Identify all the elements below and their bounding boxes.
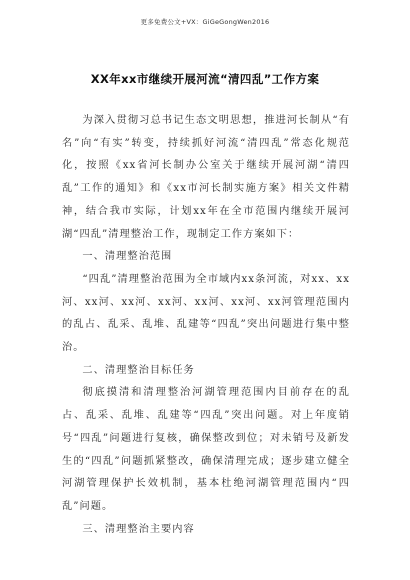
section-heading-content: 三、清理整治主要内容 <box>82 523 195 535</box>
scope-paragraph: “四乱”清理整治范围为全市域内xx条河流，对xx、xx河、xx河、xx河、xx河、xx河、xx河、xx河管理范围内的乱占、乱采、乱堆、乱建等“四乱”突出问题进行集中整治。 <box>62 273 350 354</box>
document-title: XX年xx市继续开展河流“清四乱”工作方案 <box>90 72 320 86</box>
header-note: 更多免费公文+VX：GiGeGongWen2016 <box>140 18 270 26</box>
targets-paragraph: 彻底摸清和清理整治河湖管理范围内目前存在的乱占、乱采、乱堆、乱建等“四乱”突出问题。对上年度销号“四乱”问题进行复核，确保整改到位；对未销号及新发生的“四乱”问题抓紧整改，确保清理完成；逐步建立健全河湖管理保护长效机制，基本杜绝河湖管理范围内“四乱”问题。 <box>62 387 350 512</box>
intro-paragraph: 为深入贯彻习总书记生态文明思想，推进河长制从“有名”向“有实”转变，持续抓好河流“清四乱”常态化规范化，按照《xx省河长制办公室关于继续开展河湖“清四乱”工作的通知》和《xx市河长制实施方案》相关文件精神，结合我市实际，计划xx年在全市范围内继续开展河湖“四乱”清理整治工作，现制定工作方案如下： <box>62 115 350 240</box>
section-heading-scope: 一、清理整治范围 <box>82 251 173 263</box>
document-body <box>62 110 350 541</box>
section-heading-targets: 二、清理整治目标任务 <box>82 364 195 376</box>
